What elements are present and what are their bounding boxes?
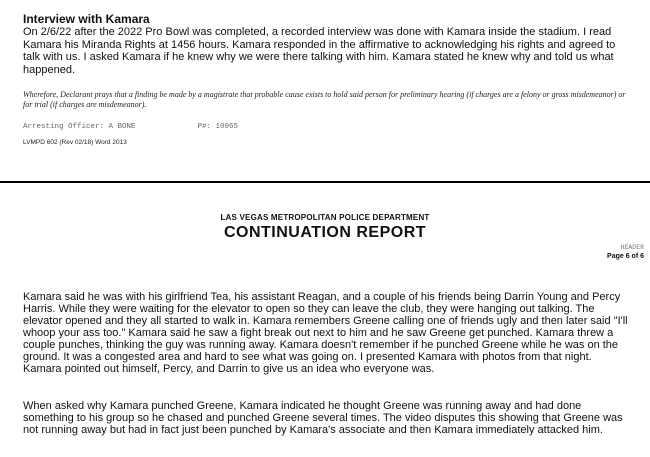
- narrative-paragraph: When asked why Kamara punched Greene, Kamara indicated he thought Greene was running away and had done something to his group so he chased and punched Greene several times. The video disputes this showing that Greene was not running away but had in fact just been punched by Kamara's associate and then Kamara immediately attacked him.: [23, 400, 623, 436]
- page-divider: [0, 181, 650, 183]
- narrative-paragraph: Kamara said he was with his girlfriend Tea, his assistant Reagan, and a couple of his friends being Darrin Young and Percy Harris. While they were waiting for the elevator to open so they can leave the club, they were hanging out talking. The elevator opened and they all started to walk in. Kamara remembers Greene calling one of friends ugly and then later said "I'll whoop your ass too." Kamara said he saw a fight break out next to him and he saw Greene get punched. Kamara threw a couple punches, thinking the guy was running away. Kamara doesn't remember if he punched Greene while he was on the ground. It was a congested area and hard to see what was going on. I presented Kamara with photos from that night. Kamara pointed out himself, Percy, and Darrin to give us an idea who everyone was.: [23, 291, 628, 375]
- officer-line: [23, 123, 238, 131]
- page-count: Page 6 of 6: [607, 253, 644, 260]
- header-tag: HEADER: [620, 244, 644, 251]
- department-name: LAS VEGAS METROPOLITAN POLICE DEPARTMENT: [220, 213, 430, 222]
- form-id: LVMPD 602 (Rev 02/18) Word 2013: [23, 139, 127, 146]
- interview-paragraph: On 2/6/22 after the 2022 Pro Bowl was completed, a recorded interview was done with Kamara inside the stadium. I read Kamara his Miranda Rights at 1456 hours. Kamara responded in the affirmative to acknowledging his rights and agreed to talk with us. I asked Kamara if he knew why we were there talking with him. Kamara stated he knew why and told us what happened.: [23, 26, 616, 76]
- section-heading: Interview with Kamara: [23, 12, 150, 26]
- arresting-officer-label: Arresting Officer: A BONE: [23, 123, 136, 131]
- report-page-top: [0, 0, 650, 181]
- p-number-label: P#: 10065: [197, 123, 239, 131]
- declarant-prayer-text: Wherefore, Declarant prays that a finding be made by a magistrate that probable cause exists to hold said person for preliminary hearing (if charges are a felony or gross misdemeanor) or for trial (if charges are misdemeanor).: [23, 90, 626, 109]
- report-title: CONTINUATION REPORT: [223, 224, 427, 241]
